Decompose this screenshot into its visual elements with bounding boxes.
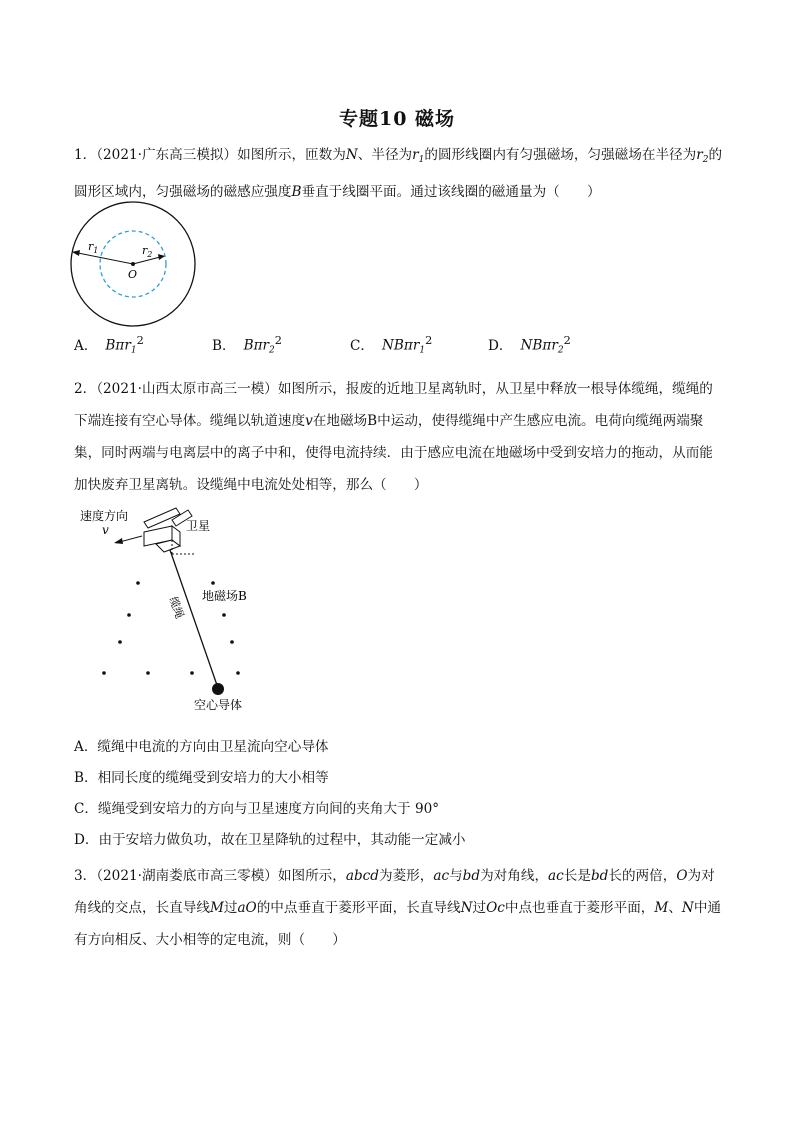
question-2-choice-b[interactable]: B．相同长度的缆绳受到安培力的大小相等 bbox=[74, 770, 329, 786]
center-dot bbox=[131, 262, 135, 266]
speed-direction-label: 速度方向 bbox=[80, 509, 129, 523]
question-2-stem: 2．（2021·山西太原市高三一模）如图所示，报废的近地卫星离轨时，从卫星中释放一根导体缆绳，缆绳的下端连接有空心导体。缆绳以轨道速度v在地磁场B中运动，使得缆绳中产生感应电流。电荷向缆绳两端聚集，同时两端与电离层中的离子中和，使得电流持续．由于感应电流在地磁场中受到安培力的拖动，从而能加快废弃卫星离轨。设缆绳中电流处处相等，那么（ ） bbox=[74, 381, 713, 493]
question-1-stem: 1．（2021·广东高三模拟）如图所示，匝数为N、半径为$r_1$的圆形线圈内有匀强磁场，匀强磁场在半径为$r_2$的圆形区域内，匀强磁场的磁感应强度B垂直于线圈平面。通过该线圈的磁通量为（ ） bbox=[74, 147, 723, 200]
r1-label: r bbox=[88, 240, 94, 253]
velocity-v-label: v bbox=[102, 523, 109, 537]
satellite-label: 卫星 bbox=[186, 519, 211, 533]
question-1-figure bbox=[66, 200, 206, 330]
svg-text:r1: $r_1$ bbox=[88, 240, 99, 255]
option-b[interactable]: B． Bπr$_2^2$ bbox=[212, 333, 282, 356]
question-3-stem: 3．（2021·湖南娄底市高三零模）如图所示，abcd为菱形，ac与bd为对角线，ac长是bd长的两倍，O为对角线的交点，长直导线M过aO的中点垂直于菱形平面，长直导线N过Oc中点也垂直于菱形平面，M、N中通有方向相反、大小相等的定电流，则（ ） bbox=[74, 868, 722, 948]
option-c[interactable]: C． NBπr$_1^2$ bbox=[350, 333, 433, 356]
option-a[interactable]: A． Bπr$_1^2$ bbox=[74, 333, 144, 356]
r2-arrowhead bbox=[158, 254, 165, 260]
question-2-choice-c[interactable]: C．缆绳受到安培力的方向与卫星速度方向间的夹角大于 90° bbox=[74, 801, 440, 817]
svg-text:r2: $r_2$ bbox=[142, 244, 153, 259]
earth-magnetic-field-label: 地磁场B bbox=[202, 589, 247, 603]
option-d[interactable]: D． NBπr$_2^2$ bbox=[488, 333, 571, 356]
r2-label: r bbox=[142, 244, 148, 257]
question-2-choice-a[interactable]: A．缆绳中电流的方向由卫星流向空心导体 bbox=[74, 739, 329, 755]
question-1-options bbox=[74, 333, 724, 363]
conductor-label: 空心导体 bbox=[194, 698, 243, 712]
hollow-conductor bbox=[212, 683, 224, 695]
center-o-label: O bbox=[128, 268, 138, 281]
cable-label: 缆绳 bbox=[166, 595, 187, 621]
page-title: 专题10 磁场 bbox=[338, 108, 456, 130]
question-2-figure bbox=[76, 506, 276, 716]
question-2-choice-d[interactable]: D．由于安培力做负功，故在卫星降轨的过程中，其动能一定减小 bbox=[74, 832, 466, 848]
r1-arrowhead bbox=[72, 250, 80, 256]
